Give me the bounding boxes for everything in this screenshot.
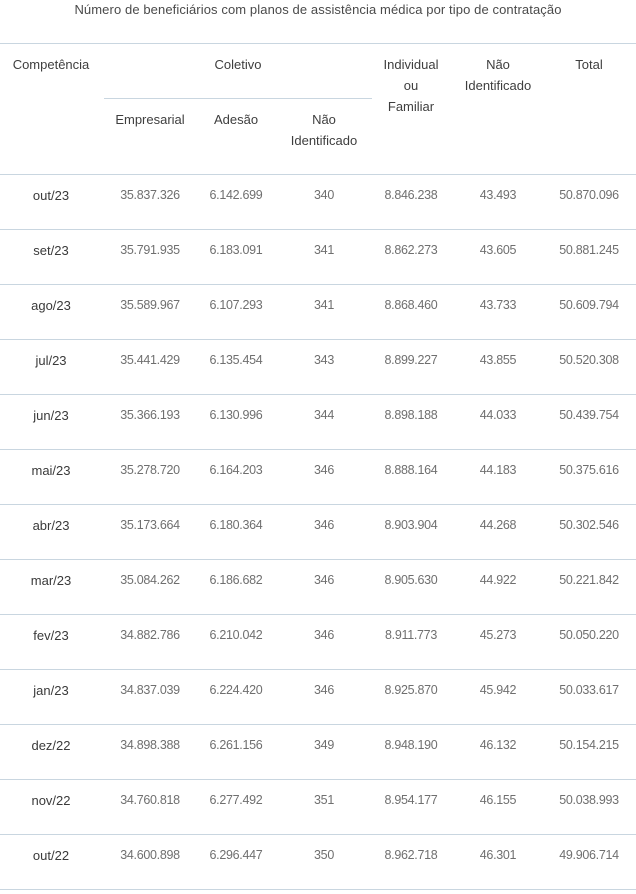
cell-nao-identificado: 43.605 bbox=[479, 243, 517, 257]
cell-adesao: 6.277.492 bbox=[209, 793, 263, 807]
row-divider bbox=[0, 779, 636, 780]
header-coletivo-nao-identificado bbox=[276, 109, 372, 151]
header-coletivo-nao-identificado-line2: Identificado bbox=[290, 133, 358, 148]
cell-individual-familiar: 8.888.164 bbox=[384, 463, 438, 477]
cell-empresarial: 35.791.935 bbox=[120, 243, 180, 257]
cell-total: 50.439.754 bbox=[559, 408, 619, 422]
header-coletivo: Coletivo bbox=[214, 57, 262, 72]
cell-total: 50.221.842 bbox=[559, 573, 619, 587]
cell-empresarial: 35.084.262 bbox=[120, 573, 180, 587]
cell-adesao: 6.296.447 bbox=[209, 848, 263, 862]
header-empresarial: Empresarial bbox=[115, 112, 185, 127]
cell-empresarial: 35.173.664 bbox=[120, 518, 180, 532]
cell-competencia: mar/23 bbox=[30, 573, 72, 588]
header-adesao: Adesão bbox=[213, 112, 259, 127]
cell-empresarial: 34.898.388 bbox=[120, 738, 180, 752]
header-top-rule bbox=[0, 43, 636, 44]
cell-competencia: out/23 bbox=[32, 188, 70, 203]
row-divider bbox=[0, 339, 636, 340]
header-nao-identificado-line1: Não bbox=[486, 57, 510, 72]
cell-nao-identificado: 44.033 bbox=[479, 408, 517, 422]
row-divider bbox=[0, 559, 636, 560]
cell-nao-identificado: 43.855 bbox=[479, 353, 517, 367]
cell-adesao: 6.261.156 bbox=[209, 738, 263, 752]
cell-individual-familiar: 8.868.460 bbox=[384, 298, 438, 312]
cell-total: 50.609.794 bbox=[559, 298, 619, 312]
cell-adesao: 6.210.042 bbox=[209, 628, 263, 642]
cell-competencia: dez/22 bbox=[31, 738, 71, 753]
cell-competencia: out/22 bbox=[32, 848, 70, 863]
row-divider bbox=[0, 229, 636, 230]
cell-adesao: 6.186.682 bbox=[209, 573, 263, 587]
cell-empresarial: 34.837.039 bbox=[120, 683, 180, 697]
cell-empresarial: 35.366.193 bbox=[120, 408, 180, 422]
cell-total: 50.520.308 bbox=[559, 353, 619, 367]
header-individual-line2: ou bbox=[403, 78, 419, 93]
cell-nao-identificado: 43.733 bbox=[479, 298, 517, 312]
cell-nao-identificado: 46.155 bbox=[479, 793, 517, 807]
cell-total: 50.154.215 bbox=[559, 738, 619, 752]
cell-empresarial: 34.882.786 bbox=[120, 628, 180, 642]
header-nao-identificado-line2: Identificado bbox=[464, 78, 532, 93]
cell-competencia: jun/23 bbox=[33, 408, 69, 423]
header-coletivo-nao-identificado-line1: Não bbox=[312, 112, 336, 127]
cell-coletivo-nao-identificado: 340 bbox=[314, 188, 334, 202]
cell-empresarial: 35.837.326 bbox=[120, 188, 180, 202]
cell-individual-familiar: 8.925.870 bbox=[384, 683, 438, 697]
cell-competencia: set/23 bbox=[33, 243, 69, 258]
cell-coletivo-nao-identificado: 346 bbox=[314, 628, 334, 642]
cell-adesao: 6.107.293 bbox=[209, 298, 263, 312]
cell-nao-identificado: 46.301 bbox=[479, 848, 517, 862]
cell-total: 50.302.546 bbox=[559, 518, 619, 532]
cell-nao-identificado: 45.942 bbox=[479, 683, 517, 697]
cell-coletivo-nao-identificado: 341 bbox=[314, 243, 334, 257]
header-total: Total bbox=[575, 57, 603, 72]
cell-individual-familiar: 8.954.177 bbox=[384, 793, 438, 807]
row-divider bbox=[0, 834, 636, 835]
cell-adesao: 6.142.699 bbox=[209, 188, 263, 202]
cell-coletivo-nao-identificado: 346 bbox=[314, 683, 334, 697]
cell-individual-familiar: 8.846.238 bbox=[384, 188, 438, 202]
row-divider bbox=[0, 449, 636, 450]
cell-coletivo-nao-identificado: 346 bbox=[314, 463, 334, 477]
row-divider bbox=[0, 504, 636, 505]
cell-total: 49.906.714 bbox=[559, 848, 619, 862]
cell-empresarial: 34.760.818 bbox=[120, 793, 180, 807]
header-nao-identificado bbox=[450, 54, 546, 96]
cell-coletivo-nao-identificado: 350 bbox=[314, 848, 334, 862]
cell-competencia: abr/23 bbox=[32, 518, 70, 533]
cell-total: 50.870.096 bbox=[559, 188, 619, 202]
header-individual-familiar bbox=[372, 54, 450, 117]
cell-coletivo-nao-identificado: 346 bbox=[314, 573, 334, 587]
cell-nao-identificado: 44.183 bbox=[479, 463, 517, 477]
row-divider bbox=[0, 284, 636, 285]
coletivo-subheader-rule bbox=[104, 98, 372, 99]
cell-competencia: ago/23 bbox=[31, 298, 71, 313]
cell-adesao: 6.135.454 bbox=[209, 353, 263, 367]
cell-total: 50.038.993 bbox=[559, 793, 619, 807]
cell-coletivo-nao-identificado: 341 bbox=[314, 298, 334, 312]
header-individual-line3: Familiar bbox=[387, 99, 435, 114]
row-divider bbox=[0, 614, 636, 615]
cell-empresarial: 34.600.898 bbox=[120, 848, 180, 862]
row-divider bbox=[0, 889, 636, 890]
header-individual-line1: Individual bbox=[383, 57, 439, 72]
cell-adesao: 6.164.203 bbox=[209, 463, 263, 477]
cell-competencia: jul/23 bbox=[35, 353, 67, 368]
cell-competencia: nov/22 bbox=[31, 793, 71, 808]
cell-coletivo-nao-identificado: 343 bbox=[314, 353, 334, 367]
header-competencia: Competência bbox=[12, 57, 90, 72]
cell-individual-familiar: 8.903.904 bbox=[384, 518, 438, 532]
cell-coletivo-nao-identificado: 344 bbox=[314, 408, 334, 422]
cell-total: 50.375.616 bbox=[559, 463, 619, 477]
cell-coletivo-nao-identificado: 351 bbox=[314, 793, 334, 807]
cell-individual-familiar: 8.862.273 bbox=[384, 243, 438, 257]
cell-individual-familiar: 8.911.773 bbox=[385, 628, 437, 642]
cell-competencia: jan/23 bbox=[33, 683, 69, 698]
header-bottom-rule bbox=[0, 174, 636, 175]
cell-individual-familiar: 8.962.718 bbox=[384, 848, 438, 862]
cell-nao-identificado: 45.273 bbox=[479, 628, 517, 642]
cell-individual-familiar: 8.899.227 bbox=[384, 353, 438, 367]
cell-coletivo-nao-identificado: 346 bbox=[314, 518, 334, 532]
cell-total: 50.050.220 bbox=[559, 628, 619, 642]
cell-individual-familiar: 8.948.190 bbox=[384, 738, 438, 752]
cell-competencia: mai/23 bbox=[31, 463, 71, 478]
cell-total: 50.033.617 bbox=[559, 683, 619, 697]
table-caption: Número de beneficiários com planos de assistência médica por tipo de contratação bbox=[74, 2, 562, 17]
row-divider bbox=[0, 394, 636, 395]
cell-adesao: 6.183.091 bbox=[209, 243, 263, 257]
cell-coletivo-nao-identificado: 349 bbox=[314, 738, 334, 752]
cell-empresarial: 35.278.720 bbox=[120, 463, 180, 477]
cell-adesao: 6.130.996 bbox=[209, 408, 263, 422]
row-divider bbox=[0, 669, 636, 670]
cell-adesao: 6.224.420 bbox=[209, 683, 263, 697]
cell-nao-identificado: 46.132 bbox=[479, 738, 517, 752]
row-divider bbox=[0, 724, 636, 725]
cell-empresarial: 35.441.429 bbox=[120, 353, 180, 367]
cell-nao-identificado: 44.268 bbox=[479, 518, 517, 532]
cell-empresarial: 35.589.967 bbox=[120, 298, 180, 312]
cell-adesao: 6.180.364 bbox=[209, 518, 263, 532]
cell-total: 50.881.245 bbox=[559, 243, 619, 257]
cell-competencia: fev/23 bbox=[33, 628, 69, 643]
cell-nao-identificado: 44.922 bbox=[479, 573, 517, 587]
cell-nao-identificado: 43.493 bbox=[479, 188, 517, 202]
cell-individual-familiar: 8.898.188 bbox=[384, 408, 438, 422]
cell-individual-familiar: 8.905.630 bbox=[384, 573, 438, 587]
